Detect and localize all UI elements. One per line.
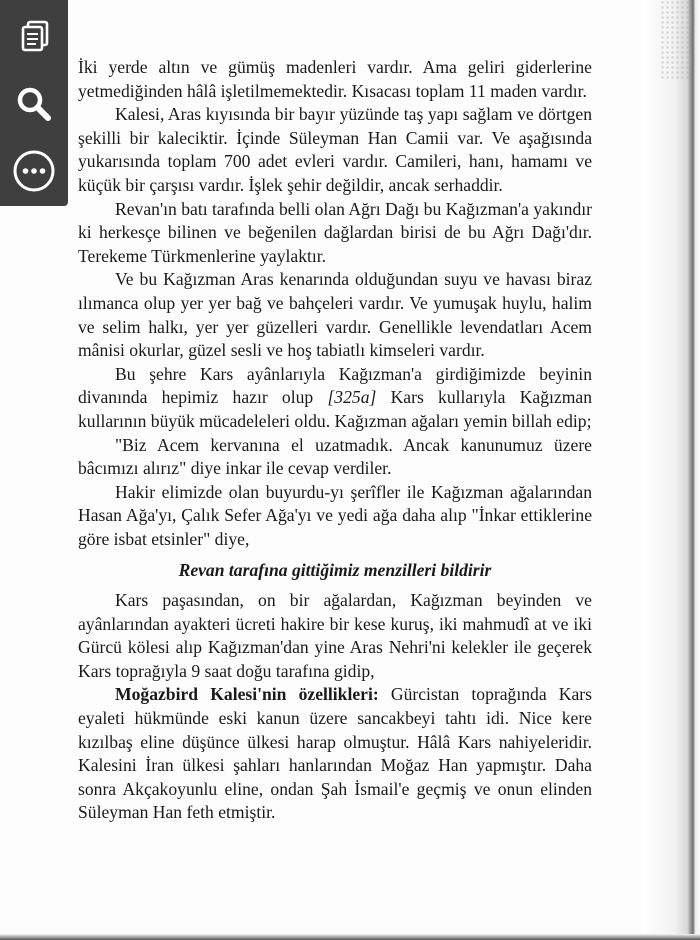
paragraph-agri-dagi: Revan'ın batı tarafında belli olan Ağrı Dağı bu Kağızman'a yakındır ki herkesçe bilinen ve beğenilen dağlardan birisi de bu Ağrı Dağı'dır. Terekeme Türkmenlerine yaylaktır.	[78, 198, 592, 266]
folio-reference: [325a]	[327, 387, 377, 408]
mogazbird-text: Gürcistan toprağında Kars eyaleti hükmünde eski kanun üzere sancakbeyi tahtı idi. Nice kere kızılbaş eline düşünce ülkesi harap olmuştur. Hâlâ Kars nahiyeleridir. Kalesini İran ülkesi şahları hanlarından Moğaz Han yapmıştır. Daha sonra Akçakoyunlu eline, ondan Şah İsmail'e geçmiş ve onun elinden Süleyman Han feth etmiştir.	[78, 684, 592, 823]
paragraph-castle: Kalesi, Aras kıyısında bir bayır yüzünde taş yapı sağlam ve dörtgen şekilli bir kaleciktir. İçinde Süleyman Han Camii var. Ve aşağısında yukarısında toplam 700 adet evleri vardır. Camileri, hanı, hamamı ve küçük bir çarşısı vardır. İşlek şehir değildir, ancak serhaddir.	[78, 104, 592, 195]
paragraph-mines: İki yerde altın ve gümüş madenleri vardır. Ama geliri giderlerine yetmediğinden hâlâ işletilmemektedir. Kısacası toplam 11 maden vardır.	[78, 57, 592, 101]
paragraph-quote: "Biz Acem kervanına el uzatmadık. Ancak kanunumuz üzere bâcımızı alırız" diye inkar ile cevap verdiler.	[78, 434, 592, 479]
dispute-text-start: Bu şehre Kars ayânlarıyla Kağızman'a girdiğimizde beyinin divanında hepimiz hazır olup	[78, 363, 592, 408]
page-text	[78, 56, 592, 825]
more-options-icon	[12, 149, 56, 193]
paragraph-mogazbird	[78, 683, 592, 825]
search-icon	[14, 84, 54, 124]
paragraph-decree: Hakir elimizde olan buyurdu-yı şerîfler ile Kağızman ağalarından Hasan Ağa'yı, Çalık Sefer Ağa'yı ve yedi ağa daha alıp "İnkar ettiklerine göre isbat etsinler" diye,	[78, 481, 592, 549]
search-button[interactable]	[9, 79, 59, 129]
copy-pages-button[interactable]	[9, 12, 59, 62]
paragraph-climate: Ve bu Kağızman Aras kenarında olduğundan suyu ve havası biraz ılımanca olup yer yer bağ ve bahçeleri vardır. Ve yumuşak huylu, halim ve selim halkı, yer yer güzelleri vardır. Genellikle levendatları Acem mânisi okurlar, güzel sesli ve hoş tabiatlı kimseleri vardır.	[78, 269, 592, 361]
mogazbird-title: Moğazbird Kalesi'nin özellikleri:	[115, 684, 379, 705]
dispute-text-end: Kars kullarıyla Kağızman kullarının büyük mücadeleleri oldu. Kağızman ağaları yemin billah edip;	[78, 387, 592, 431]
reader-toolbar	[0, 0, 68, 206]
paragraph-journey: Kars paşasından, on bir ağalardan, Kağızman beyinden ve ayânlarından ayakteri ücreti hakire bir kese kuruş, iki mahmudî at ve iki Gürcü kölesi alıp Kağızman'dan yine Aras Nehri'ni kelekler ile geçerek Kars toprağıyla 9 saat doğu tarafına gidip,	[78, 590, 592, 681]
copy-pages-icon	[15, 18, 53, 56]
page-edge-shadow	[642, 0, 700, 940]
more-options-button[interactable]	[9, 146, 59, 196]
page-bottom-edge	[0, 934, 700, 940]
section-heading: Revan tarafına gittiğimiz menzilleri bildirir	[178, 560, 492, 581]
paragraph-dispute	[78, 363, 592, 434]
